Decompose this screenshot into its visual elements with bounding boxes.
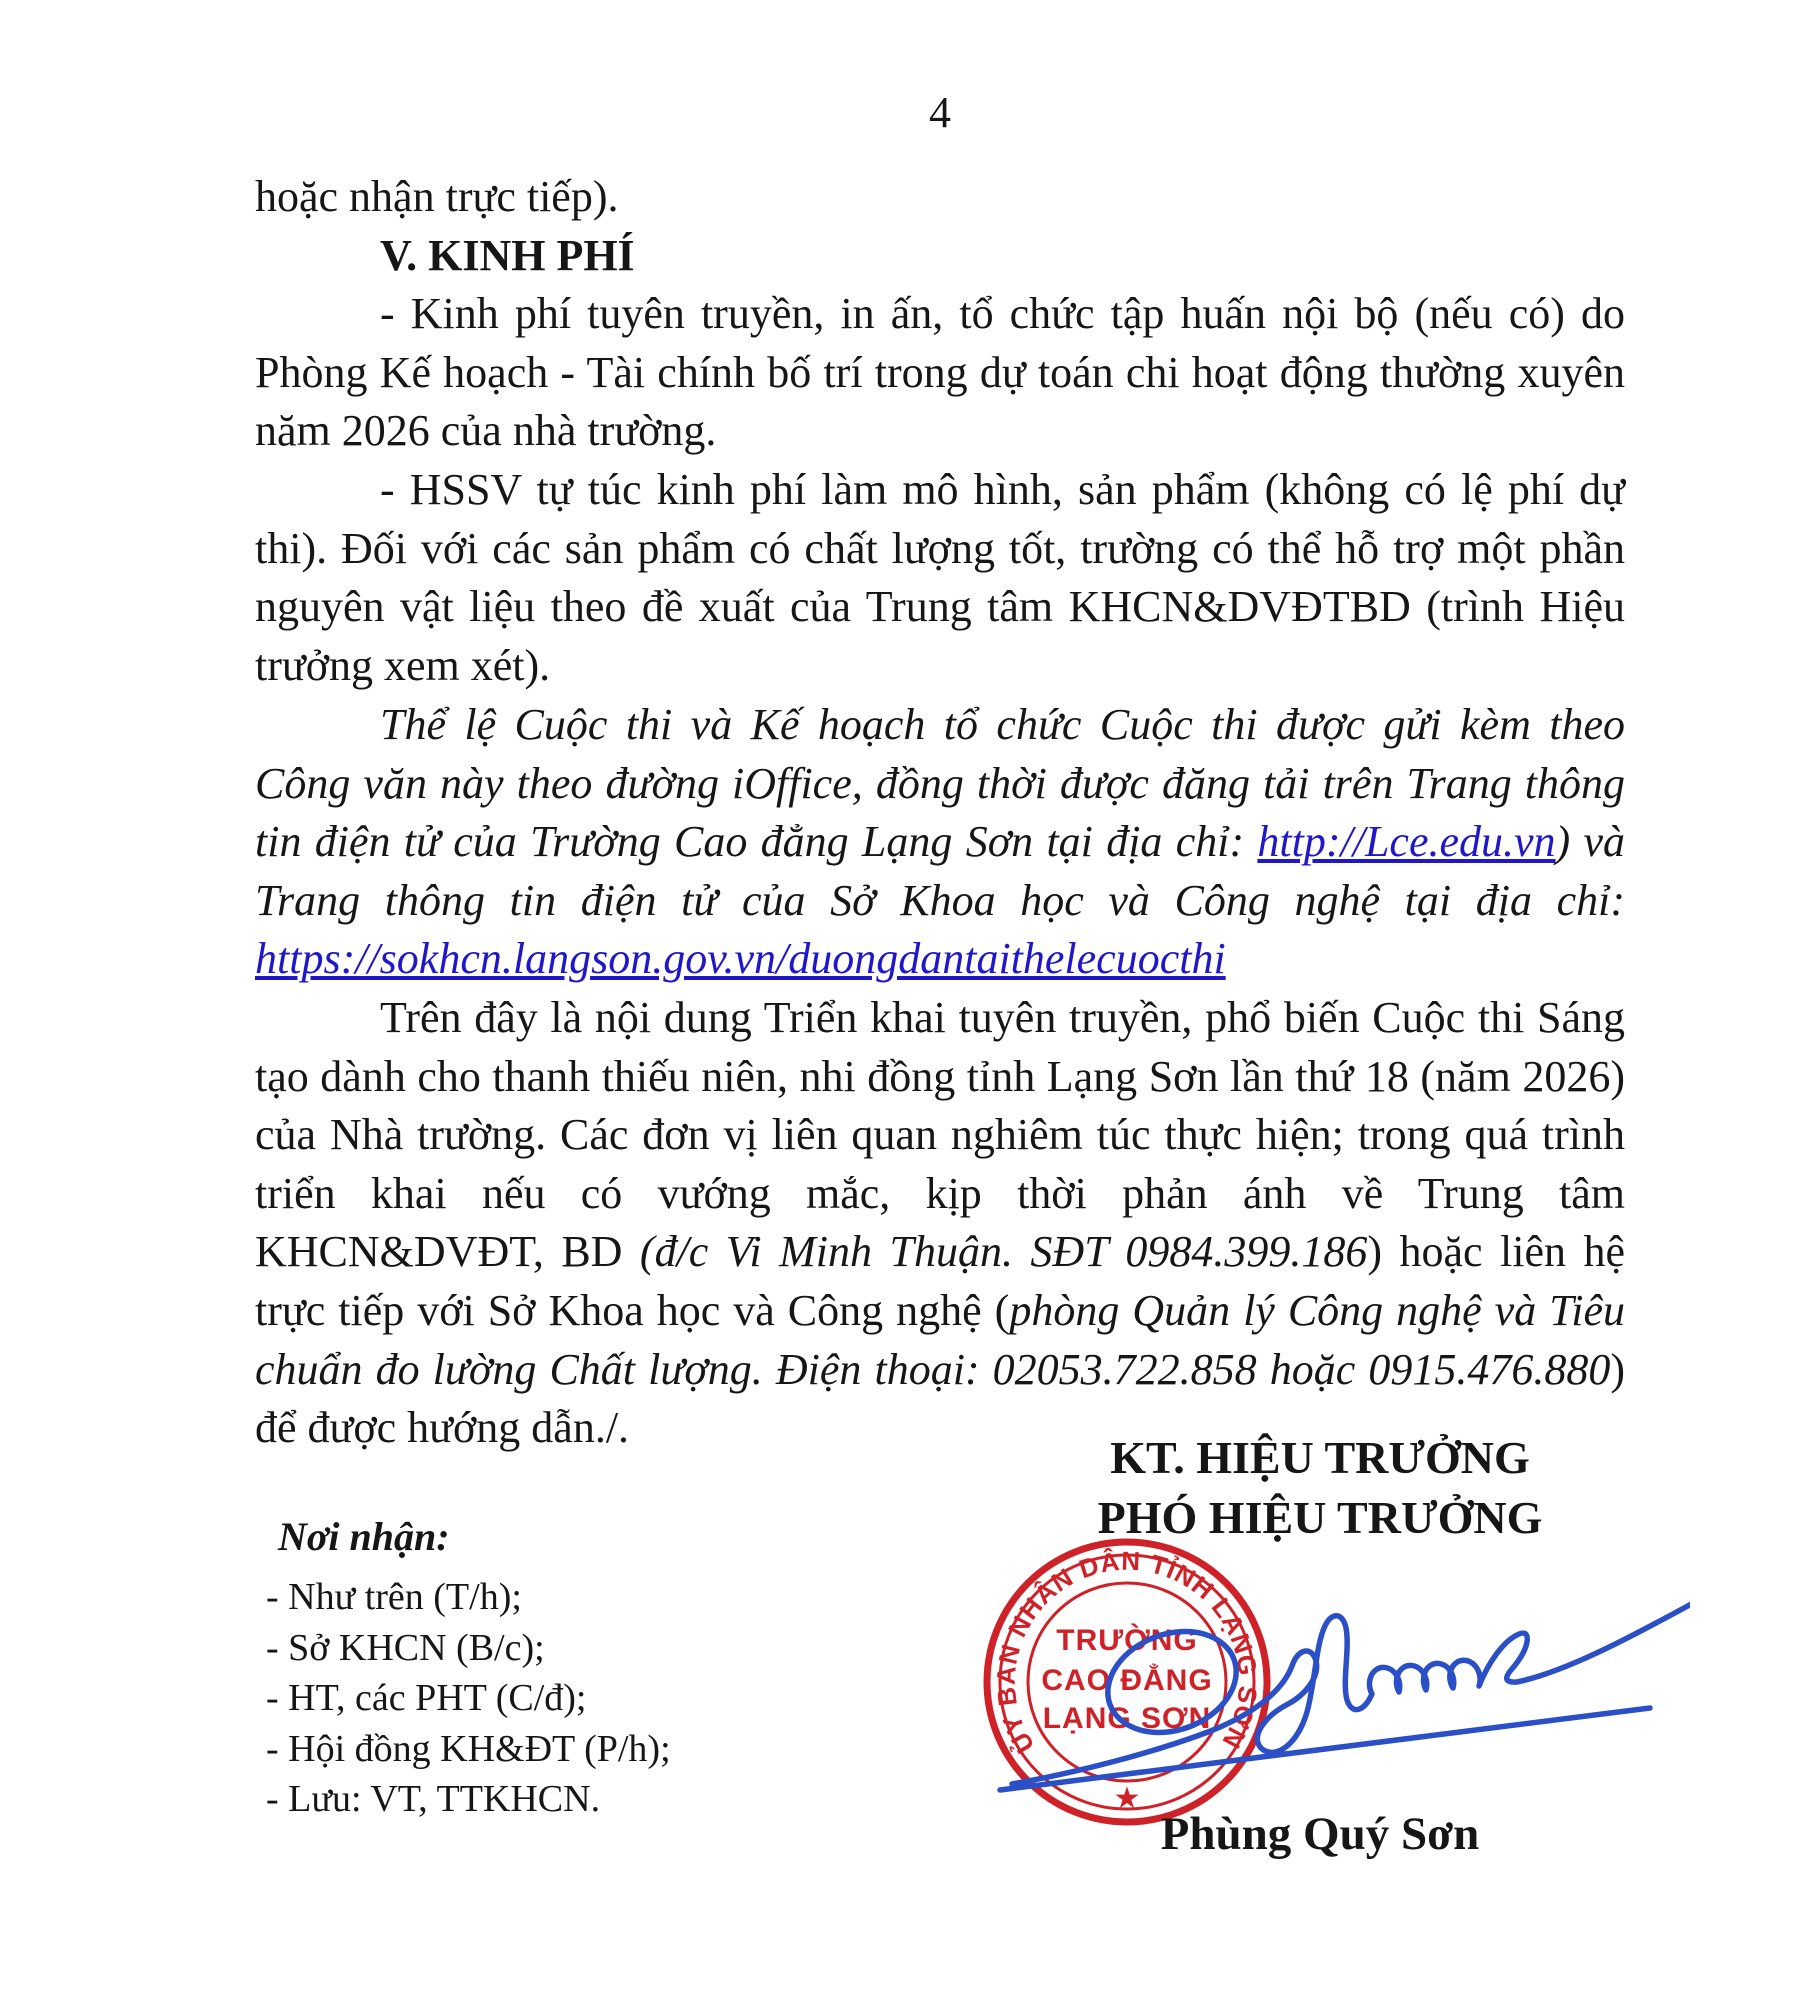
signature-flourish: [1012, 1602, 1690, 1784]
signer-name: Phùng Quý Sơn: [1160, 1808, 1480, 1860]
school-website-link[interactable]: http://Lce.edu.vn: [1257, 817, 1556, 867]
stamp-star-icon: ★: [1113, 1782, 1141, 1815]
recipient-item: - Sở KHCN (B/c);: [266, 1626, 545, 1669]
signature-loop: [1094, 1614, 1251, 1749]
recipients-label: Nơi nhận:: [278, 1514, 450, 1559]
signature-authority: KT. HIỆU TRƯỞNG: [1110, 1432, 1530, 1483]
rules-lead-text: Thể lệ Cuộc thi và Kế hoạch tổ chức Cuộc thi được gửi kèm theo Công văn này theo đường iOffice, đồng thời được đăng tải trên Trang thông tin điện tử của Trường Cao đẳng Lạng Sơn tại địa chỉ:: [255, 700, 1625, 867]
stamp-center-line-1: TRƯỜNG: [1056, 1624, 1198, 1657]
recipients-list: [266, 1572, 671, 1825]
closing-text-1: Trên đây là nội dung Triển khai tuyên truyền, phổ biến Cuộc thi Sáng tạo dành cho thanh thiếu niên, nhi đồng tỉnh Lạng Sơn lần thứ 18 (năm 2026) của Nhà trường. Các đơn vị liên quan nghiêm túc thực hiện; trong quá trình triển khai nếu có vướng mắc, kịp thời phản ánh về Trung tâm KHCN&DVĐT, BD: [255, 993, 1625, 1277]
closing-paragraph: [255, 989, 1625, 1458]
signature-header: [1030, 1428, 1610, 1548]
continuation-line: hoặc nhận trực tiếp).: [255, 172, 619, 221]
closing-contact-1: (đ/c Vi Minh Thuận. SĐT 0984.399.186: [639, 1227, 1368, 1277]
rules-mid-text: ) và Trang thông tin điện tử của Sở Khoa học và Công nghệ tại địa chỉ:: [255, 817, 1625, 925]
closing-text-2: ) hoặc liên hệ trực tiếp với Sở Khoa học và Công nghệ (: [255, 1227, 1626, 1335]
signature-title: PHÓ HIỆU TRƯỞNG: [1097, 1492, 1543, 1543]
stamp-ring-text: ỦY BAN NHÂN DÂN TỈNH LẠNG SƠN: [990, 1545, 1264, 1759]
page-number: 4: [929, 88, 951, 137]
rules-paragraph: [255, 696, 1625, 989]
recipient-item: - HT, các PHT (C/đ);: [266, 1677, 587, 1720]
funding-paragraph-1: - Kinh phí tuyên truyền, in ấn, tổ chức tập huấn nội bộ (nếu có) do Phòng Kế hoạch - Tài chính bố trí trong dự toán chi hoạt động thường xuyên năm 2026 của nhà trường.: [255, 289, 1625, 456]
closing-contact-2: phòng Quản lý Công nghệ và Tiêu chuẩn đo lường Chất lượng. Điện thoại: 02053.722.858 hoặc 0915.476.880: [255, 1285, 1626, 1394]
closing-text-3: ) để được hướng dẫn./.: [255, 1344, 1625, 1453]
stamp-center-line-3: LẠNG SƠN: [1042, 1702, 1212, 1735]
dost-website-link[interactable]: https://sokhcn.langson.gov.vn/duongdantaithelecuocthi: [255, 934, 1226, 984]
recipient-item: - Như trên (T/h);: [266, 1576, 522, 1618]
signature-underline: [1000, 1708, 1650, 1790]
recipient-item: - Lưu: VT, TTKHCN.: [266, 1778, 601, 1821]
stamp-center-line-2: CAO ĐẲNG: [1041, 1664, 1213, 1697]
section-heading: V. KINH PHÍ: [380, 231, 635, 280]
recipient-item: - Hội đồng KH&ĐT (P/h);: [266, 1727, 671, 1770]
funding-paragraph-2: - HSSV tự túc kinh phí làm mô hình, sản phẩm (không có lệ phí dự thi). Đối với các sản phẩm có chất lượng tốt, trường có thể hỗ trợ một phần nguyên vật liệu theo đề xuất của Trung tâm KHCN&DVĐTBD (trình Hiệu trưởng xem xét).: [255, 465, 1625, 690]
